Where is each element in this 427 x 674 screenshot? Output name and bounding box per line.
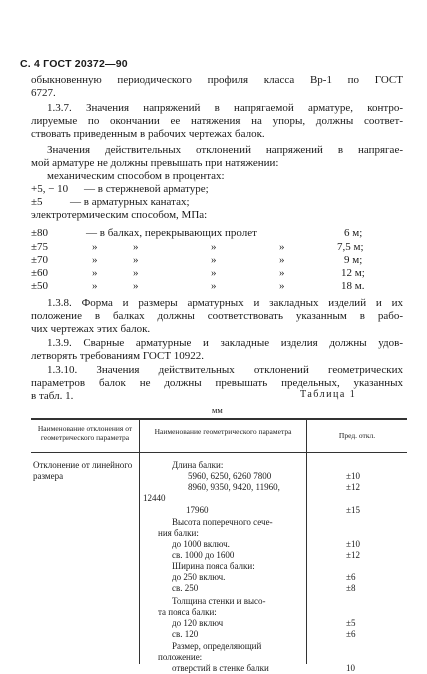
ditto-mark: » [92,267,98,279]
param-cell: до 250 включ. [172,572,226,582]
ditto-mark: » [133,280,139,292]
limit-cell: ±10 [346,471,360,481]
param-cell: положение: [158,652,203,662]
ditto-mark: » [211,254,217,266]
header-parameter: Наименование геометрического параметра [154,427,292,436]
ditto-mark: » [211,241,217,253]
limit-cell: ±6 [346,572,356,582]
elec-value: ±50 [31,280,49,292]
header-limit: Пред. откл. [338,431,376,440]
table-top-border [31,418,407,420]
ditto-mark: » [92,241,98,253]
param-cell: 12440 [143,493,166,503]
text-line: параметров балок не должны превышать предельных, указанных [31,377,403,389]
param-cell: отверстий в стенке балки [172,663,269,673]
text-line: чих чертежах этих балок. [31,323,151,335]
method-mechanical: механическим способом в процентах: [47,170,225,182]
elec-span: 7,5 м; [337,241,364,253]
text-line: летворять требованиям ГОСТ 10922. [31,350,205,362]
ditto-mark: » [92,254,98,266]
param-cell: Размер, определяющий [172,641,262,651]
mech-value: +5, − 10 [31,183,69,195]
text-line: в табл. 1. [31,390,74,402]
ditto-mark: » [279,280,285,292]
clause-1-3-10: 1.3.10. Значения действительных отклонений геометрических [47,364,403,376]
column-divider [139,418,140,664]
ditto-mark: » [279,241,285,253]
method-electrothermal: электротермическим способом, МПа: [31,209,208,221]
elec-value: ±80 [31,227,49,239]
limit-cell: ±12 [346,482,360,492]
deviation-name: размера [33,471,64,481]
text-line: Значения действительных отклонений напряжений в напрягае- [47,144,403,156]
limit-cell: ±6 [346,629,356,639]
clause-1-3-7: 1.3.7. Значения напряжений в напрягаемой арматуре, контро- [47,102,403,114]
text-line: обыкновенную периодического профиля класса Вр-1 по ГОСТ [31,74,403,86]
text-line: мой арматуре не должны превышать при натяжении: [31,157,279,169]
param-cell: Высота поперечного сече- [172,517,273,527]
ditto-mark: » [133,254,139,266]
text-line: ствовать приведенным в рабочих чертежах балок. [31,128,265,140]
ditto-mark: » [279,267,285,279]
param-cell: до 120 включ [172,618,224,628]
elec-span: 18 м. [341,280,365,292]
param-cell: 5960, 6250, 6260 7800 [188,471,272,481]
text-line: положение в балках должны соответствовать указанным в рабо- [31,310,403,322]
column-divider [306,418,307,664]
limit-cell: ±12 [346,550,360,560]
mech-text: — в арматурных канатах; [70,196,190,208]
table-header-border [31,452,407,453]
text-line: 6727. [31,87,56,99]
param-cell: св. 250 [172,583,199,593]
param-cell: 17960 [186,505,209,515]
ditto-mark: » [133,241,139,253]
elec-span: 9 м; [344,254,363,266]
param-cell: до 1000 включ. [172,539,230,549]
limit-cell: 10 [346,663,355,673]
param-cell: Толщина стенки и высо- [172,596,266,606]
limit-cell: ±15 [346,505,360,515]
header-deviation: Наименование отклонения от геометрического параметра [37,424,133,442]
elec-text: — в балках, перекрывающих пролет [86,227,257,239]
text-line: лируемые по окончании ее натяжения на упоры, должны соответ- [31,115,403,127]
param-cell: Длина балки: [172,460,224,470]
table-title: Таблица 1 [300,389,357,400]
param-cell: 8960, 9350, 9420, 11960, [188,482,280,492]
limit-cell: ±10 [346,539,360,549]
param-cell: Ширина пояса балки: [172,561,255,571]
ditto-mark: » [92,280,98,292]
elec-value: ±75 [31,241,49,253]
ditto-mark: » [133,267,139,279]
elec-span: 6 м; [344,227,363,239]
mech-value: ±5 [31,196,43,208]
param-cell: та пояса балки: [158,607,217,617]
param-cell: св. 1000 до 1600 [172,550,235,560]
elec-value: ±70 [31,254,49,266]
mech-text: — в стержневой арматуре; [84,183,209,195]
clause-1-3-8: 1.3.8. Форма и размеры арматурных и закладных изделий и их [47,297,403,309]
ditto-mark: » [211,267,217,279]
param-cell: св. 120 [172,629,199,639]
param-cell: ния балки: [158,528,199,538]
clause-1-3-9: 1.3.9. Сварные арматурные и закладные изделия должны удов- [47,337,403,349]
ditto-mark: » [211,280,217,292]
ditto-mark: » [279,254,285,266]
deviation-name: Отклонение от линейного [33,460,133,470]
limit-cell: ±5 [346,618,356,628]
elec-value: ±60 [31,267,49,279]
page-header: С. 4 ГОСТ 20372—90 [20,58,128,70]
limit-cell: ±8 [346,583,356,593]
elec-span: 12 м; [341,267,365,279]
table-unit: мм [212,405,223,415]
